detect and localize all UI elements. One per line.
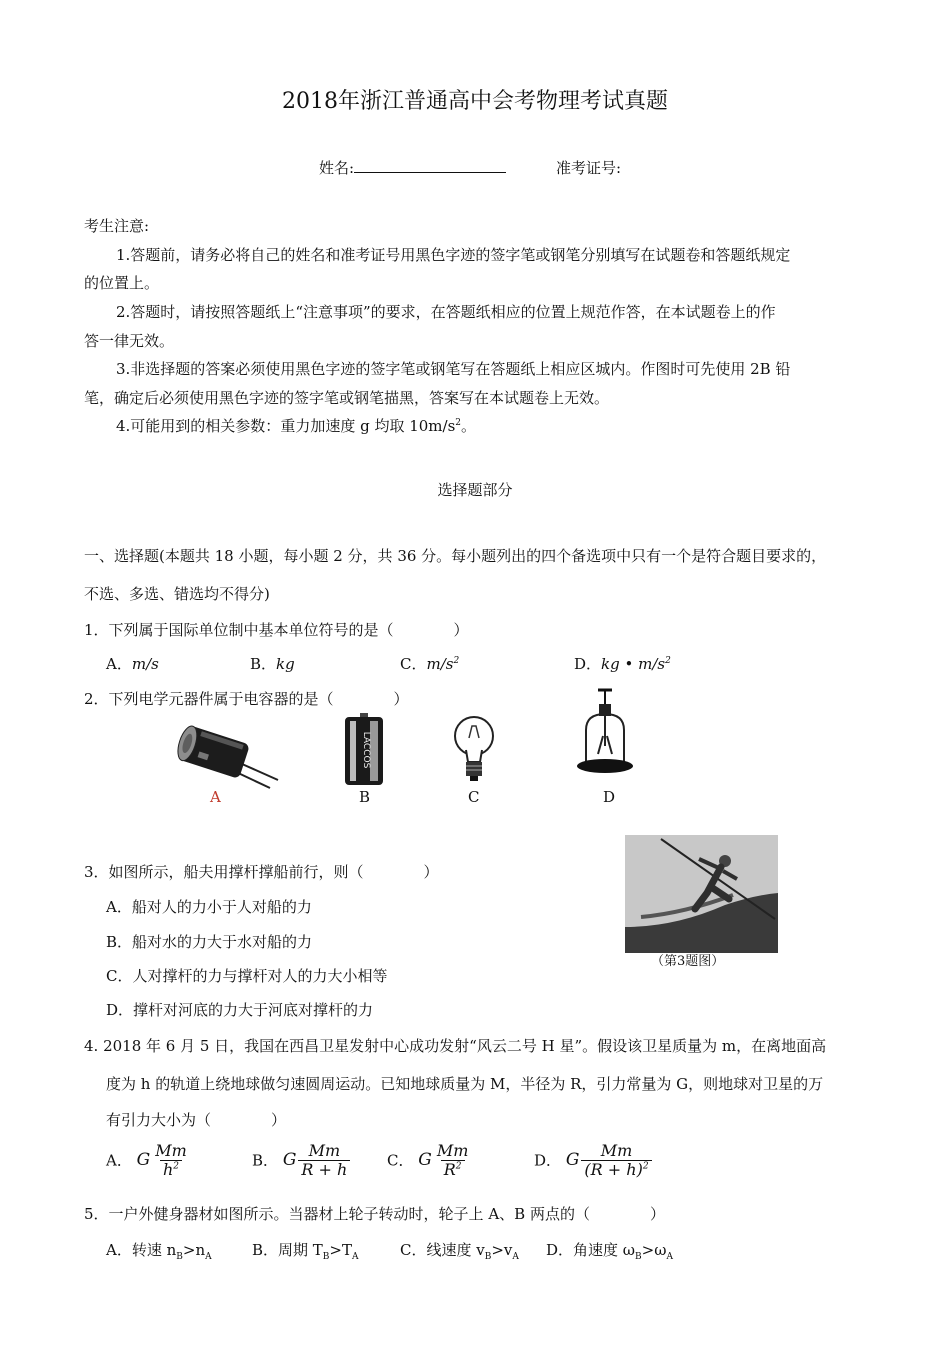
electroscope-image bbox=[574, 686, 640, 790]
q4-c-den-base: R bbox=[443, 1159, 456, 1179]
capacitor-image bbox=[176, 722, 280, 792]
page-title: 2018年浙江普通高中会考物理考试真题 bbox=[282, 89, 668, 114]
q5-b-sub1: B bbox=[322, 1252, 330, 1262]
q4-c-G: G bbox=[418, 1150, 432, 1171]
q4-line2: 度为 h 的轨道上绕地球做匀速圆周运动。已知地球质量为 M，半径为 R，引力常量为 G，则地球对卫星的万 bbox=[106, 1075, 824, 1093]
note-3b: 笔，确定后必须使用黑色字迹的签字笔或钢笔描黑，答案写在本试题卷上无效。 bbox=[84, 389, 610, 407]
note-4-text: 4.可能用到的相关参数：重力加速度 g 均取 10m/s bbox=[116, 417, 456, 435]
q4-c-den-sup: 2 bbox=[455, 1161, 462, 1172]
q3-stem: 3．如图所示，船夫用撑杆撑船前行，则（ ） bbox=[84, 863, 439, 881]
q5-option-b[interactable] bbox=[252, 1239, 359, 1262]
q4-a-num: Mm bbox=[155, 1141, 187, 1160]
notes-heading: 考生注意: bbox=[84, 217, 150, 235]
q4-option-c[interactable] bbox=[387, 1142, 471, 1178]
q4-d-label: D． bbox=[534, 1151, 562, 1170]
q4-b-num: Mm bbox=[308, 1141, 341, 1160]
q5-d-sub2: A bbox=[666, 1252, 673, 1262]
name-blank[interactable] bbox=[354, 158, 506, 173]
q5-a-op: >n bbox=[182, 1241, 206, 1259]
q4-option-a[interactable] bbox=[106, 1142, 190, 1178]
q5-b-op: >T bbox=[329, 1241, 352, 1259]
q1-c-value: m/s bbox=[426, 655, 454, 673]
q2-stem: 2．下列电学元器件属于电容器的是（ ） bbox=[84, 690, 409, 708]
q4-c-fraction bbox=[434, 1142, 472, 1178]
q4-d-fraction bbox=[581, 1142, 651, 1178]
note-4-end: 。 bbox=[461, 417, 477, 435]
q4-d-num: Mm bbox=[600, 1141, 633, 1160]
note-1a: 1.答题前，请务必将自己的姓名和准考证号用黑色字迹的签字笔或钢笔分别填写在试题卷和答题纸规定 bbox=[116, 246, 791, 264]
q1-d-sup: 2 bbox=[665, 656, 671, 666]
q1-option-b[interactable] bbox=[250, 653, 295, 674]
q3-figure-caption: （第3题图） bbox=[651, 954, 725, 969]
q5-c-sub2: A bbox=[512, 1252, 519, 1262]
note-4 bbox=[116, 415, 476, 436]
q1-a-label: A． bbox=[106, 655, 132, 673]
q5-b-sub2: A bbox=[352, 1252, 359, 1262]
name-field[interactable] bbox=[319, 157, 506, 178]
q2-label-a: A bbox=[210, 788, 221, 806]
q1-b-value: kg bbox=[276, 655, 295, 673]
q1-a-value: m/s bbox=[131, 655, 159, 673]
note-2b: 答一律无效。 bbox=[84, 332, 175, 350]
q2-label-d: D bbox=[603, 788, 616, 806]
q1-option-a[interactable] bbox=[106, 653, 159, 674]
q1-option-c[interactable] bbox=[400, 653, 459, 674]
q4-a-G: G bbox=[136, 1150, 151, 1171]
q4-c-num: Mm bbox=[436, 1141, 469, 1160]
name-label: 姓名: bbox=[319, 159, 355, 177]
q1-d-value: kg • m/s bbox=[601, 655, 666, 673]
q5-d-text: D．角速度 ω bbox=[546, 1241, 636, 1259]
q4-b-G: G bbox=[282, 1150, 297, 1171]
section-title: 选择题部分 bbox=[437, 481, 513, 499]
q1-c-label: C． bbox=[400, 655, 427, 673]
q4-c-label: C． bbox=[387, 1151, 414, 1170]
q2-label-b: B bbox=[359, 788, 371, 806]
q5-a-sub2: A bbox=[205, 1252, 212, 1262]
q5-c-text: C．线速度 v bbox=[400, 1241, 485, 1259]
battery-image bbox=[342, 712, 386, 786]
q5-d-sub1: B bbox=[635, 1252, 642, 1262]
light-bulb-image bbox=[452, 712, 496, 786]
boatman-image bbox=[625, 835, 778, 953]
q4-d-den-sup: 2 bbox=[642, 1161, 649, 1172]
q4-option-d[interactable] bbox=[534, 1142, 652, 1178]
q4-b-label: B． bbox=[252, 1151, 279, 1170]
q4-a-den bbox=[160, 1160, 182, 1179]
q4-option-b[interactable] bbox=[252, 1142, 350, 1178]
q5-stem: 5．一户外健身器材如图所示。当器材上轮子转动时，轮子上 A、B 两点的（ ） bbox=[84, 1205, 665, 1223]
q4-line1: 4. 2018 年 6 月 5 日，我国在西昌卫星发射中心成功发射“风云二号 H 星”。假设该卫星质量为 m，在离地面高 bbox=[84, 1037, 827, 1055]
q5-b-text: B．周期 T bbox=[252, 1241, 323, 1259]
q4-c-den bbox=[441, 1160, 465, 1179]
q3-option-b[interactable]: B．船对水的力大于水对船的力 bbox=[106, 933, 313, 951]
q4-d-den bbox=[581, 1160, 651, 1179]
q4-d-den-base: (R + h) bbox=[584, 1159, 643, 1179]
q3-option-c[interactable]: C．人对撑杆的力与撑杆对人的力大小相等 bbox=[106, 967, 388, 985]
battery-brand: LACCOS bbox=[361, 731, 371, 769]
q5-a-text: A．转速 n bbox=[106, 1241, 177, 1259]
q5-c-sub1: B bbox=[484, 1252, 492, 1262]
q4-b-den: R + h bbox=[298, 1160, 350, 1179]
q1-option-d[interactable] bbox=[574, 653, 671, 674]
q1-stem: 1．下列属于国际单位制中基本单位符号的是（ ） bbox=[84, 621, 469, 639]
q5-option-d[interactable] bbox=[546, 1239, 673, 1262]
q5-d-op: >ω bbox=[641, 1241, 667, 1259]
q4-d-G: G bbox=[565, 1150, 580, 1171]
q1-c-sup: 2 bbox=[453, 656, 460, 666]
q5-option-c[interactable] bbox=[400, 1239, 519, 1262]
q4-b-fraction bbox=[298, 1142, 350, 1178]
q4-a-den-base: h bbox=[162, 1159, 174, 1179]
note-3a: 3.非选择题的答案必须使用黑色字迹的签字笔或钢笔写在答题纸上相应区城内。作图时可先使用 2B 铅 bbox=[116, 360, 791, 378]
q5-c-op: >v bbox=[491, 1241, 513, 1259]
q5-option-a[interactable] bbox=[106, 1239, 212, 1262]
part1-line1: 一、选择题(本题共 18 小题，每小题 2 分，共 36 分。每小题列出的四个备选项中只有一个是符合题目要求的， bbox=[84, 547, 827, 565]
q4-line3: 有引力大小为（ ） bbox=[106, 1111, 287, 1129]
q4-a-den-sup: 2 bbox=[173, 1161, 180, 1172]
part1-line2: 不选、多选、错选均不得分) bbox=[84, 585, 270, 603]
q1-d-label: D． bbox=[574, 655, 602, 673]
q5-a-sub1: B bbox=[176, 1252, 183, 1262]
q3-option-a[interactable]: A．船对人的力小于人对船的力 bbox=[106, 898, 312, 916]
q3-option-d[interactable]: D．撑杆对河底的力大于河底对撑杆的力 bbox=[106, 1001, 374, 1019]
note-4-sup: 2 bbox=[455, 418, 462, 428]
q1-b-label: B． bbox=[250, 655, 277, 673]
note-2a: 2.答题时，请按照答题纸上“注意事项”的要求，在答题纸相应的位置上规范作答，在本试题卷上的作 bbox=[116, 303, 776, 321]
q4-a-fraction bbox=[152, 1142, 190, 1178]
q2-label-c: C bbox=[468, 788, 480, 806]
q4-a-label: A． bbox=[106, 1151, 132, 1170]
exam-id-label: 准考证号: bbox=[556, 159, 622, 177]
note-1b: 的位置上。 bbox=[84, 274, 160, 292]
